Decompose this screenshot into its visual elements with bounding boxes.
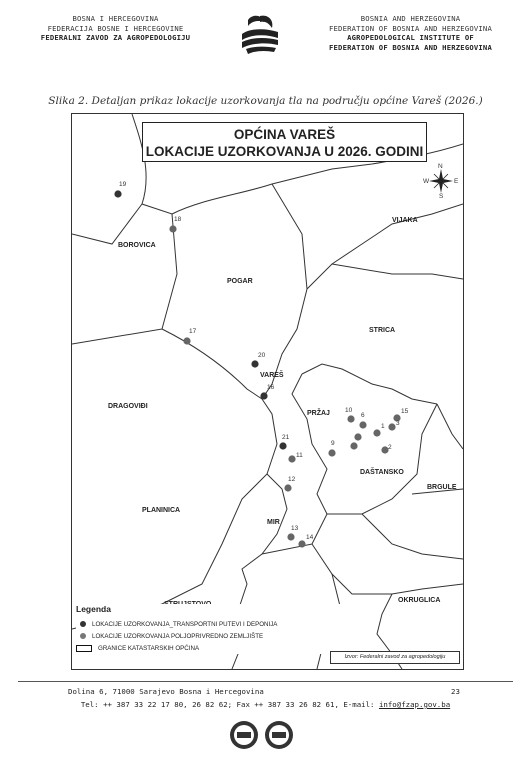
compass-icon <box>429 169 453 193</box>
point-13 <box>287 533 294 540</box>
point-label-21: 21 <box>282 434 290 441</box>
point-label-2: 2 <box>388 444 392 451</box>
region-planinica: PLANINICA <box>142 507 181 514</box>
region-dragovici: DRAGOVIĐI <box>108 403 148 410</box>
header-left <box>8 14 223 43</box>
header-right-line: AGROPEDOLOGICAL INSTITUTE OF <box>347 33 474 43</box>
footer-phone-fax: Tel: ++ 387 33 22 17 80, 26 82 62; Fax ++ 387 33 26 82 61, E-mail: <box>80 700 379 709</box>
map-boundaries <box>72 114 463 669</box>
point-label-14: 14 <box>306 534 314 541</box>
figure-caption: Slika 2. Detaljan prikaz lokacije uzorkovanja tla na području općine Vareš (2026.) <box>48 95 483 107</box>
point-18 <box>169 225 176 232</box>
region-vijaka: VIJAKA <box>392 217 418 224</box>
map-title-line2: LOKACIJE UZORKOVANJA U 2026. GODINI <box>145 144 424 159</box>
sample-points <box>114 190 400 547</box>
map-title-line1: OPĆINA VAREŠ <box>233 127 336 142</box>
point-label-16: 16 <box>267 384 275 391</box>
header-left-line: FEDERALNI ZAVOD ZA AGROPEDOLOGIJU <box>40 33 191 43</box>
point-label-19: 19 <box>119 181 127 188</box>
point-19 <box>114 190 121 197</box>
point-14 <box>298 540 305 547</box>
point-label-9: 9 <box>331 440 335 447</box>
compass-n: N <box>438 163 443 170</box>
compass-e: E <box>454 178 459 185</box>
point-17 <box>183 337 190 344</box>
point-9 <box>328 449 335 456</box>
region-okruglica: OKRUGLICA <box>398 597 441 604</box>
institute-logo <box>238 12 282 56</box>
region-mir: MIR <box>267 519 280 526</box>
certification-seal-icon <box>264 720 294 750</box>
point-label-12: 12 <box>288 476 296 483</box>
point-16 <box>260 392 267 399</box>
region-przaj: PRŽAJ <box>307 410 330 417</box>
legend-row <box>76 618 346 630</box>
point-11 <box>288 455 295 462</box>
point-label-1: 1 <box>381 423 385 430</box>
legend-item-transport: LOKACIJE UZORKOVANJA_TRANSPORTNI PUTEVI I DEPONIJA <box>92 620 278 628</box>
point-label-10: 10 <box>345 407 353 414</box>
point-21 <box>279 442 286 449</box>
point-20 <box>251 360 258 367</box>
vares-map <box>71 113 464 670</box>
point-6 <box>359 421 366 428</box>
legend-item-agri: LOKACIJE UZORKOVANJA POLJOPRIVREDNO ZEMLJIŠTE <box>92 632 264 640</box>
point-label-3: 3 <box>396 420 400 427</box>
region-borovica: BOROVICA <box>118 242 156 249</box>
footer-address: Dolina 6, 71000 Sarajevo Bosna i Hercegovina <box>68 687 264 696</box>
header-left-line: FEDERACIJA BOSNE I HERCEGOVINE <box>47 23 184 33</box>
legend-row <box>76 642 346 654</box>
header-right-line: BOSNIA AND HERZEGOVINA <box>360 14 461 23</box>
legend-boundary-icon <box>76 645 92 652</box>
letterhead <box>0 0 531 80</box>
region-strica: STRICA <box>369 327 396 334</box>
map-title <box>142 122 427 162</box>
point-label-11: 11 <box>296 452 303 459</box>
legend-item-boundaries: GRANICE KATASTARSKIH OPĆINA <box>98 644 200 652</box>
point-label-20: 20 <box>258 352 266 359</box>
footer-divider <box>18 681 513 682</box>
region-vares: VAREŠ <box>260 372 284 379</box>
legend-row <box>76 630 346 642</box>
legend-dot-icon <box>80 633 86 639</box>
map-legend <box>76 604 346 654</box>
header-left-line: BOSNA I HERCEGOVINA <box>72 14 159 23</box>
region-pogar: POGAR <box>227 278 253 285</box>
point-label-13: 13 <box>291 525 299 532</box>
region-dastansko: DAŠTANSKO <box>360 469 404 476</box>
point-12 <box>284 484 291 491</box>
point-label-18: 18 <box>174 216 182 223</box>
legend-dot-icon <box>80 621 86 627</box>
header-right <box>298 14 523 53</box>
point-label-6: 6 <box>361 412 365 419</box>
compass-w: W <box>423 178 430 185</box>
page-number: 23 <box>451 687 460 696</box>
compass-s: S <box>439 193 444 200</box>
header-right-line: FEDERATION OF BOSNIA AND HERZEGOVINA <box>329 43 492 53</box>
point-label-15: 15 <box>401 408 409 415</box>
legend-title: Legenda <box>76 604 111 614</box>
footer-contact <box>0 700 531 709</box>
map-source: Izvor: Federalni zavod za agropedologiju <box>330 651 460 664</box>
point-1 <box>373 429 380 436</box>
region-brgule: BRGULE <box>427 484 457 491</box>
point-10 <box>347 415 354 422</box>
certification-seal-icon <box>229 720 259 750</box>
header-right-line: FEDERATION OF BOSNIA AND HERZEGOVINA <box>329 23 492 33</box>
point-b <box>350 442 357 449</box>
footer-email-link[interactable]: info@fzap.gov.ba <box>378 700 451 709</box>
point-a <box>354 433 361 440</box>
point-3 <box>388 423 395 430</box>
point-label-17: 17 <box>189 328 197 335</box>
